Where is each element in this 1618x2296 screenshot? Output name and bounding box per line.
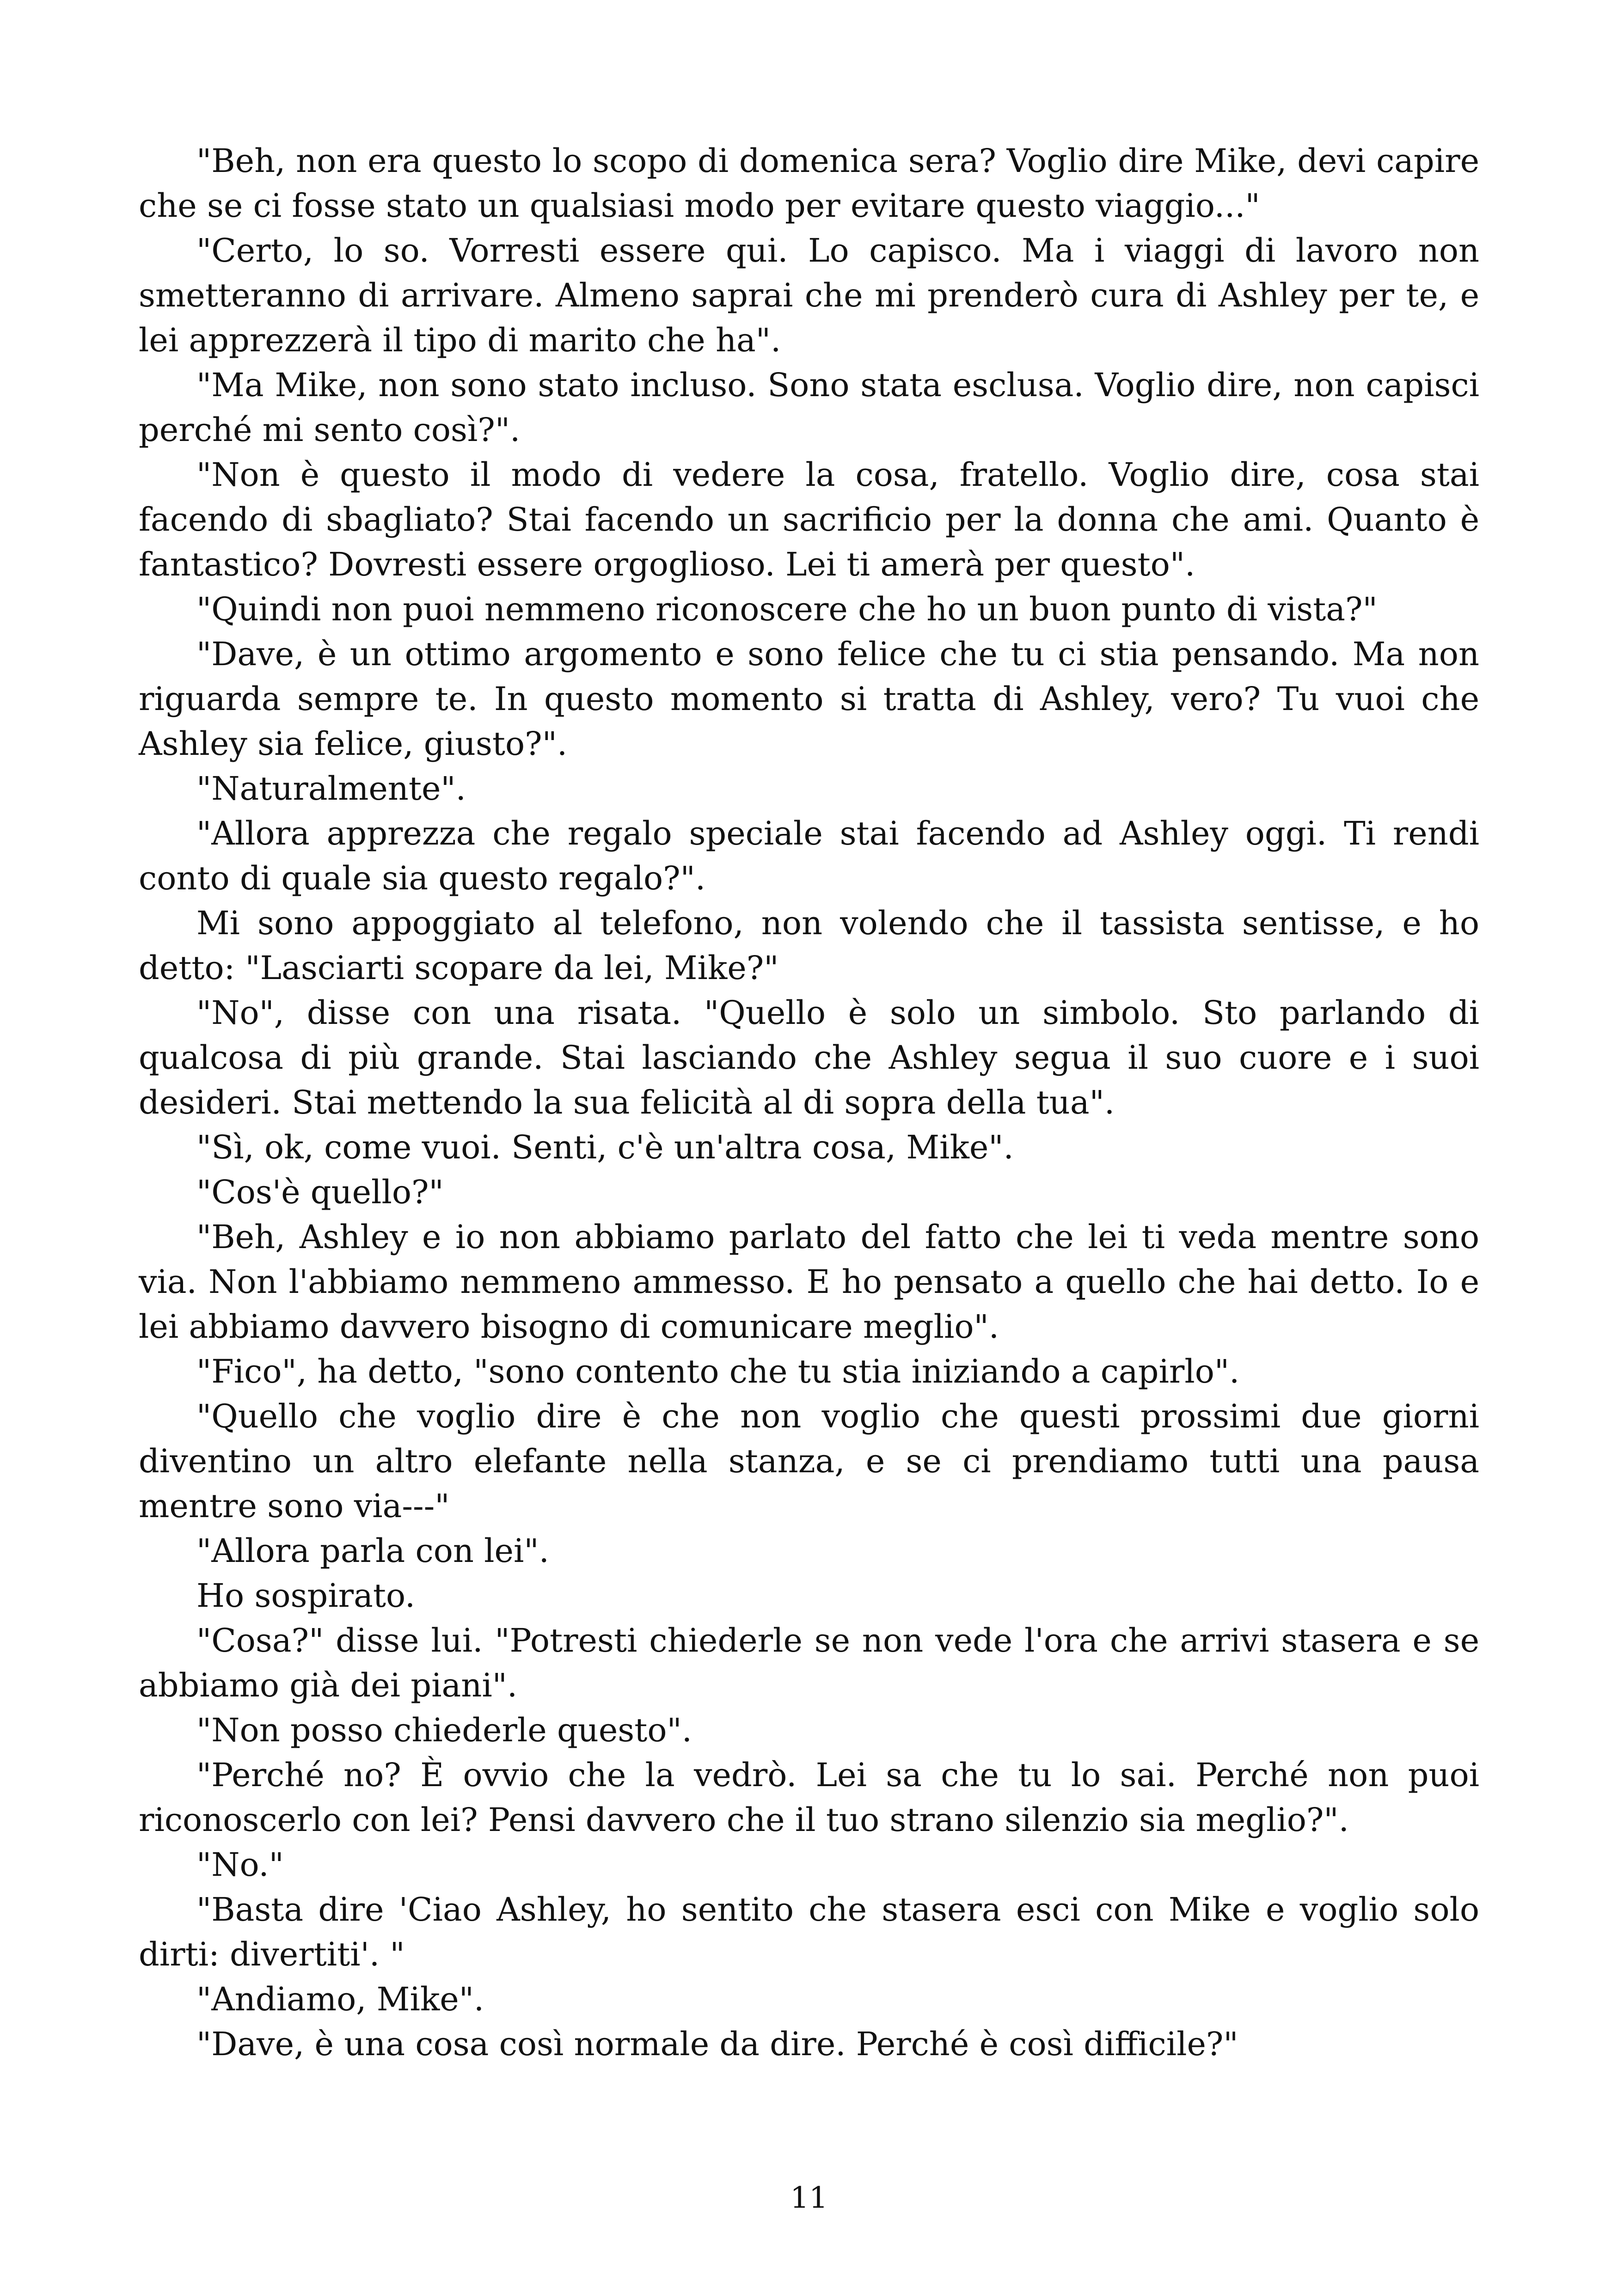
paragraph: "Non posso chiederle questo". — [196, 1711, 692, 1749]
paragraph: "Sì, ok, come vuoi. Senti, c'è un'altra cosa, Mike". — [196, 1128, 1014, 1166]
paragraph: "Naturalmente". — [196, 770, 466, 808]
paragraph: "Andiamo, Mike". — [196, 1980, 484, 2018]
paragraph: "Quindi non puoi nemmeno riconoscere che ho un buon punto di vista?" — [196, 590, 1378, 628]
paragraph: "Beh, non era questo lo scopo di domenica sera? Voglio dire Mike, devi capire che se ci fosse stato un qualsiasi modo per evitare questo viaggio..." — [139, 142, 1479, 225]
paragraph: "Dave, è un ottimo argomento e sono felice che tu ci stia pensando. Ma non riguarda sempre te. In questo momento si tratta di Ashley, vero? Tu vuoi che Ashley sia felice, giusto?". — [139, 635, 1479, 763]
paragraph: "Dave, è una cosa così normale da dire. Perché è così difficile?" — [196, 2025, 1238, 2063]
paragraph: "Quello che voglio dire è che non voglio che questi prossimi due giorni diventino un altro elefante nella stanza, e se ci prendiamo tutti una pausa mentre sono via---" — [139, 1397, 1479, 1525]
paragraph: "Allora parla con lei". — [196, 1532, 549, 1570]
paragraph: Ho sospirato. — [196, 1577, 416, 1615]
paragraph: "Basta dire 'Ciao Ashley, ho sentito che stasera esci con Mike e voglio solo dirti: divertiti'. " — [139, 1891, 1479, 1973]
paragraph: "Fico", ha detto, "sono contento che tu stia iniziando a capirlo". — [196, 1353, 1240, 1390]
paragraph: "Cosa?" disse lui. "Potresti chiederle se non vede l'ora che arrivi stasera e se abbiamo già dei piani". — [139, 1622, 1479, 1704]
paragraph: "Allora apprezza che regalo speciale stai facendo ad Ashley oggi. Ti rendi conto di quale sia questo regalo?". — [139, 814, 1479, 897]
paragraph: "No." — [196, 1846, 284, 1884]
paragraph: "Beh, Ashley e io non abbiamo parlato del fatto che lei ti veda mentre sono via. Non l'abbiamo nemmeno ammesso. E ho pensato a quello che hai detto. Io e lei abbiamo davvero bisogno di comunicare meglio". — [139, 1218, 1479, 1346]
paragraph: "Non è questo il modo di vedere la cosa, fratello. Voglio dire, cosa stai facendo di sbagliato? Stai facendo un sacrificio per la donna che ami. Quanto è fantastico? Dovresti essere orgoglioso. Lei ti amerà per questo". — [139, 456, 1479, 583]
page-number: 11 — [790, 2181, 828, 2215]
paragraph: "Perché no? È ovvio che la vedrò. Lei sa che tu lo sai. Perché non puoi riconoscerlo con lei? Pensi davvero che il tuo strano silenzio sia meglio?". — [139, 1756, 1479, 1839]
paragraph: "Certo, lo so. Vorresti essere qui. Lo capisco. Ma i viaggi di lavoro non smetteranno di arrivare. Almeno saprai che mi prenderò cura di Ashley per te, e lei apprezzerà il tipo di marito che ha". — [139, 232, 1479, 359]
paragraph: "Ma Mike, non sono stato incluso. Sono stata esclusa. Voglio dire, non capisci perché mi sento così?". — [139, 366, 1479, 449]
body-text — [139, 139, 1479, 2067]
paragraph: Mi sono appoggiato al telefono, non volendo che il tassista sentisse, e ho detto: "Lasciarti scopare da lei, Mike?" — [139, 904, 1479, 987]
paragraph: "No", disse con una risata. "Quello è solo un simbolo. Sto parlando di qualcosa di più grande. Stai lasciando che Ashley segua il suo cuore e i suoi desideri. Stai mettendo la sua felicità al di sopra della tua". — [139, 994, 1479, 1121]
paragraph: "Cos'è quello?" — [196, 1173, 444, 1211]
